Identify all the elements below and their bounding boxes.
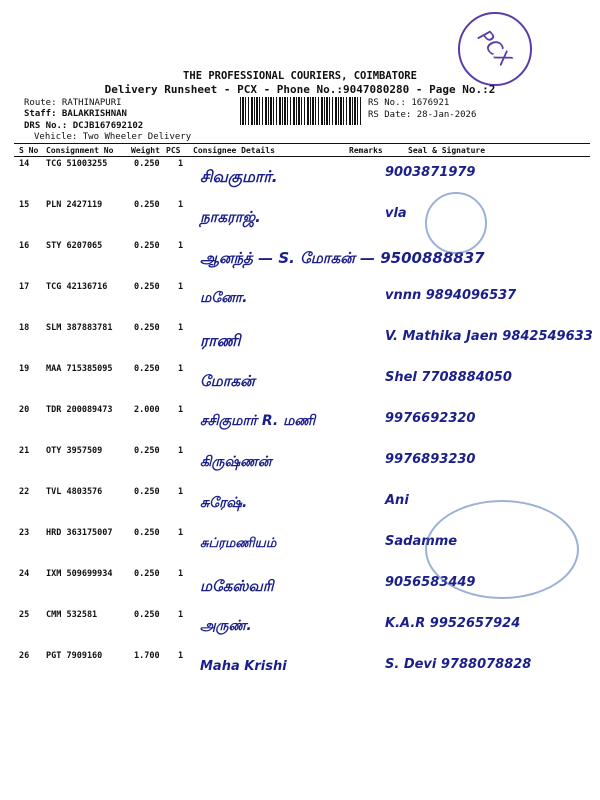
row-signature-handwriting: vnnn 9894096537 bbox=[385, 288, 517, 303]
table-row bbox=[0, 610, 600, 651]
row-pcs: 1 bbox=[178, 159, 184, 169]
row-consignment-number: SLM 387883781 bbox=[46, 323, 113, 333]
row-consignment-number: IXM 509699934 bbox=[46, 569, 113, 579]
row-sno: 20 bbox=[19, 405, 30, 415]
row-consignment-number: HRD 363175007 bbox=[46, 528, 113, 538]
col-remarks: Remarks bbox=[349, 146, 383, 155]
row-consignment-number: TCG 42136716 bbox=[46, 282, 108, 292]
row-pcs: 1 bbox=[178, 200, 184, 210]
row-sno: 19 bbox=[19, 364, 30, 374]
table-row bbox=[0, 200, 600, 241]
row-pcs: 1 bbox=[178, 323, 184, 333]
col-sno: S No bbox=[19, 146, 39, 155]
row-weight: 0.250 bbox=[134, 282, 160, 292]
table-row bbox=[0, 323, 600, 364]
row-sno: 25 bbox=[19, 610, 30, 620]
row-signature-handwriting: 9976692320 bbox=[385, 411, 476, 426]
row-consignment-number: TDR 200089473 bbox=[46, 405, 113, 415]
route-label: Route: RATHINAPURI bbox=[24, 98, 122, 108]
row-pcs: 1 bbox=[178, 364, 184, 374]
row-sno: 18 bbox=[19, 323, 30, 333]
row-consignee-handwriting: நாகராஜ். bbox=[200, 208, 261, 226]
row-weight: 0.250 bbox=[134, 610, 160, 620]
row-weight: 0.250 bbox=[134, 569, 160, 579]
row-consignee-handwriting: சுரேஷ். bbox=[200, 495, 248, 511]
row-consignee-handwriting: கிருஷ்ணன் bbox=[200, 454, 272, 470]
electronics-seal-stamp bbox=[425, 500, 579, 599]
row-signature-handwriting: 9976893230 bbox=[385, 452, 476, 467]
col-consignment: Consignment No bbox=[46, 146, 114, 155]
runsheet-title: Delivery Runsheet - PCX - Phone No.:9047080280 - Page No.:2 bbox=[104, 83, 496, 96]
staff-label: Staff: BALAKRISHNAN bbox=[24, 109, 127, 119]
row-sno: 21 bbox=[19, 446, 30, 456]
col-pcs: PCS bbox=[166, 146, 181, 155]
row-weight: 0.250 bbox=[134, 487, 160, 497]
row-signature-handwriting: K.A.R 9952657924 bbox=[385, 616, 521, 631]
row-signature-handwriting: Sadamme bbox=[385, 534, 458, 549]
row-signature-handwriting: S. Devi 9788078828 bbox=[385, 657, 532, 672]
row-consignment-number: CMM 532581 bbox=[46, 610, 98, 620]
row-pcs: 1 bbox=[178, 569, 184, 579]
vehicle-label: Vehicle: Two Wheeler Delivery bbox=[34, 132, 192, 142]
row-sno: 23 bbox=[19, 528, 30, 538]
table-row bbox=[0, 651, 600, 692]
row-consignee-handwriting: சுப்ரமணியம் bbox=[200, 536, 277, 551]
rs-number: RS No.: 1676921 bbox=[368, 98, 450, 108]
row-sno: 17 bbox=[19, 282, 30, 292]
row-sno: 15 bbox=[19, 200, 30, 210]
row-consignment-number: PGT 7909160 bbox=[46, 651, 103, 661]
row-consignment-number: MAA 715385095 bbox=[46, 364, 113, 374]
row-consignment-number: TVL 4803576 bbox=[46, 487, 103, 497]
table-row bbox=[0, 405, 600, 446]
row-pcs: 1 bbox=[178, 282, 184, 292]
col-weight: Weight bbox=[131, 146, 160, 155]
row-consignee-handwriting: சசிகுமார் R. மணி bbox=[200, 413, 316, 429]
row-consignment-number: STY 6207065 bbox=[46, 241, 103, 251]
row-pcs: 1 bbox=[178, 241, 184, 251]
row-pcs: 1 bbox=[178, 405, 184, 415]
row-weight: 0.250 bbox=[134, 528, 160, 538]
row-weight: 0.250 bbox=[134, 200, 160, 210]
row-consignee-handwriting: Maha Krishi bbox=[200, 659, 287, 674]
row-consignee-handwriting: ஆனந்த் — S. மோகன் — 9500888837 bbox=[200, 249, 485, 267]
row-consignee-handwriting: மோகன் bbox=[200, 372, 255, 390]
row-sno: 14 bbox=[19, 159, 30, 169]
barcode bbox=[240, 97, 362, 125]
row-weight: 1.700 bbox=[134, 651, 160, 661]
row-weight: 0.250 bbox=[134, 159, 160, 169]
header-bottom-rule bbox=[14, 156, 590, 157]
row-consignment-number: TCG 51003255 bbox=[46, 159, 108, 169]
row-pcs: 1 bbox=[178, 446, 184, 456]
row-consignment-number: OTY 3957509 bbox=[46, 446, 103, 456]
row-consignee-handwriting: மகேஸ்வரி bbox=[200, 577, 274, 595]
row-consignee-handwriting: சிவகுமார். bbox=[200, 167, 278, 186]
rs-date: RS Date: 28-Jan-2026 bbox=[368, 110, 477, 120]
col-consignee: Consignee Details bbox=[193, 146, 275, 155]
table-row bbox=[0, 446, 600, 487]
row-sno: 22 bbox=[19, 487, 30, 497]
row-signature-handwriting: vla bbox=[385, 206, 407, 221]
row-signature-handwriting: 9056583449 bbox=[385, 575, 476, 590]
row-sno: 24 bbox=[19, 569, 30, 579]
row-pcs: 1 bbox=[178, 487, 184, 497]
pcx-stamp-text: PCX bbox=[472, 25, 517, 71]
table-row bbox=[0, 364, 600, 405]
row-weight: 0.250 bbox=[134, 364, 160, 374]
row-sno: 26 bbox=[19, 651, 30, 661]
row-signature-handwriting: V. Mathika Jaen 9842549633 bbox=[385, 329, 593, 344]
row-weight: 0.250 bbox=[134, 241, 160, 251]
table-row bbox=[0, 241, 600, 282]
row-weight: 2.000 bbox=[134, 405, 160, 415]
row-consignment-number: PLN 2427119 bbox=[46, 200, 103, 210]
drs-number: DRS No.: DCJB167692102 bbox=[24, 121, 144, 131]
row-signature-handwriting: Shel 7708884050 bbox=[385, 370, 512, 385]
header-top-rule bbox=[14, 143, 590, 144]
row-signature-handwriting: Ani bbox=[385, 493, 409, 508]
table-row bbox=[0, 282, 600, 323]
row-sno: 16 bbox=[19, 241, 30, 251]
row-consignee-handwriting: ராணி bbox=[200, 331, 241, 350]
row-pcs: 1 bbox=[178, 610, 184, 620]
row-consignee-handwriting: மனோ. bbox=[200, 290, 248, 306]
row-weight: 0.250 bbox=[134, 323, 160, 333]
row-pcs: 1 bbox=[178, 528, 184, 538]
row-consignee-handwriting: அருண். bbox=[200, 618, 252, 634]
row-weight: 0.250 bbox=[134, 446, 160, 456]
company-title: THE PROFESSIONAL COURIERS, COIMBATORE bbox=[183, 70, 417, 82]
col-seal: Seal & Signature bbox=[408, 146, 486, 155]
row-pcs: 1 bbox=[178, 651, 184, 661]
table-row bbox=[0, 159, 600, 200]
row-signature-handwriting: 9003871979 bbox=[385, 165, 476, 180]
company-seal-stamp bbox=[425, 192, 487, 254]
